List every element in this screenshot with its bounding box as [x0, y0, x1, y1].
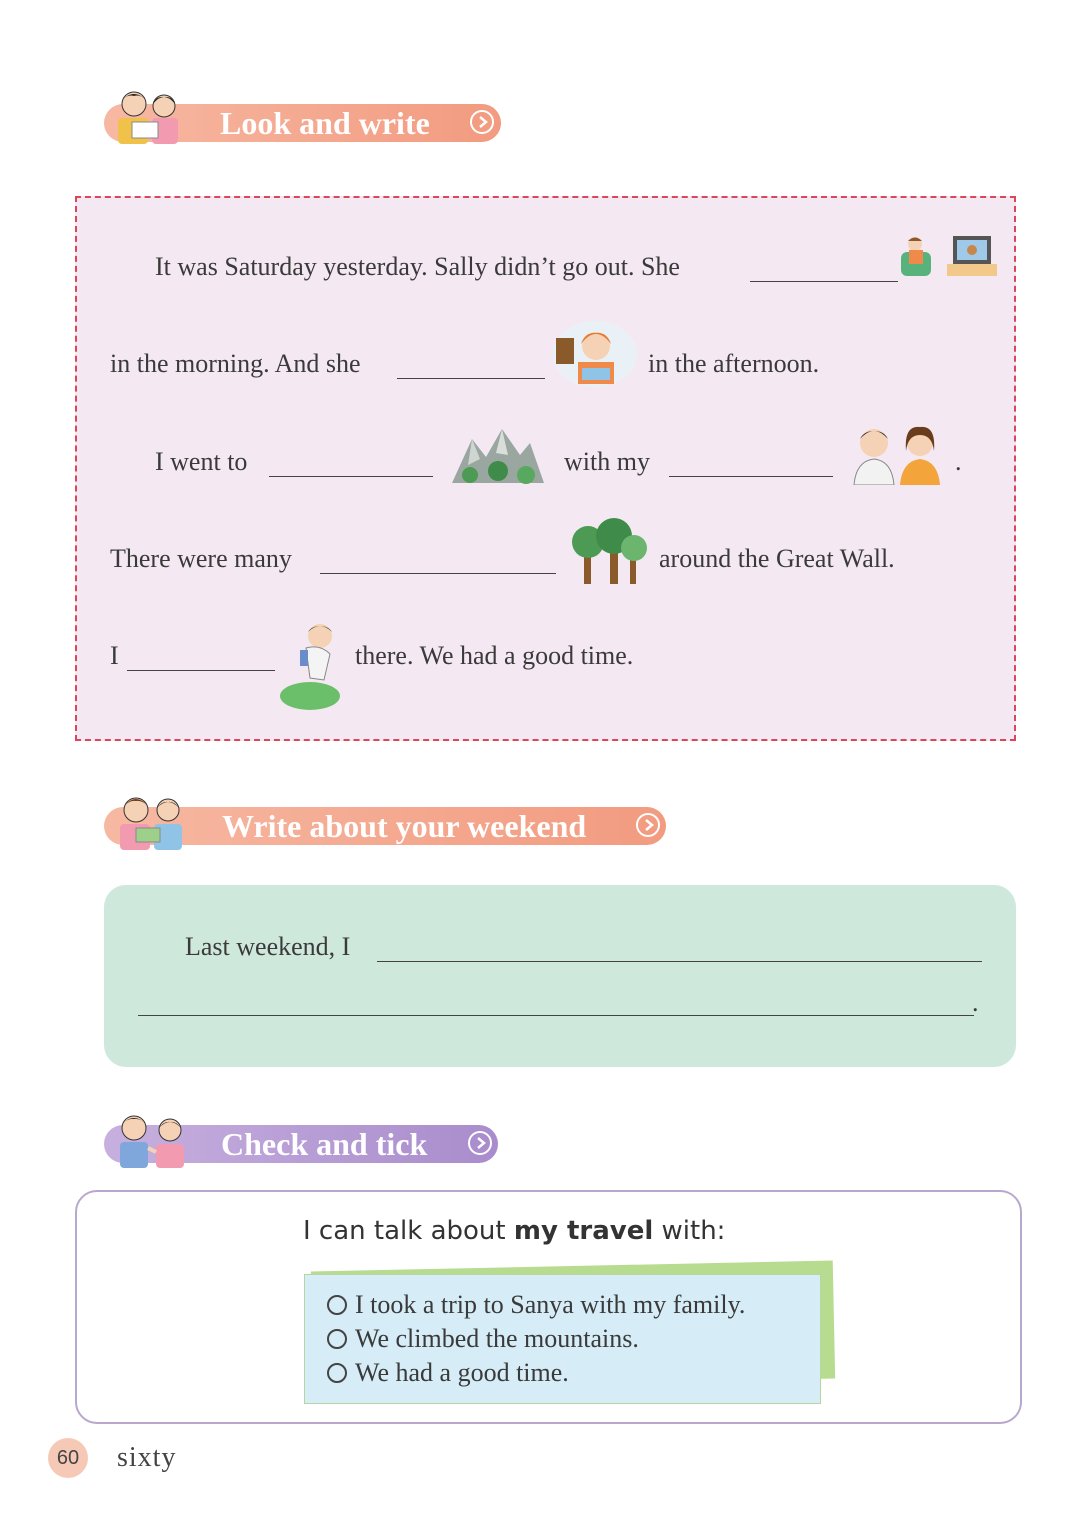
arrow-right-icon	[636, 813, 660, 837]
weekend-prompt: Last weekend, I	[185, 932, 351, 961]
sentence-text: I	[110, 641, 119, 670]
sentence-text: with my	[564, 447, 650, 476]
check-heading-post: with:	[661, 1216, 726, 1246]
tick-circle-icon[interactable]	[327, 1363, 347, 1383]
sentence-text: I went to	[155, 447, 248, 476]
tick-circle-icon[interactable]	[327, 1329, 347, 1349]
mountains-picture	[450, 425, 546, 485]
sentence-text: It was Saturday yesterday. Sally didn’t go out. She	[155, 252, 680, 281]
tick-circle-icon[interactable]	[327, 1295, 347, 1315]
sentence-text: there. We had a good time.	[355, 641, 634, 670]
check-heading	[303, 1216, 725, 1246]
section-title: Write about your weekend	[222, 808, 587, 844]
sentence-text: in the morning. And she	[110, 349, 361, 378]
sentence-text: There were many	[110, 544, 292, 573]
check-option[interactable]	[327, 1290, 745, 1320]
option-label: We climbed the mountains.	[355, 1324, 639, 1353]
arrow-right-icon	[470, 110, 494, 134]
answer-blank[interactable]	[127, 670, 275, 671]
check-option[interactable]	[327, 1324, 639, 1354]
section-title: Check and tick	[221, 1126, 428, 1162]
climbing-picture	[280, 620, 348, 710]
arrow-right-icon	[468, 1131, 492, 1155]
check-heading-bold: my travel	[513, 1216, 654, 1246]
weekend-period: .	[972, 988, 979, 1017]
answer-blank[interactable]	[320, 573, 556, 574]
check-heading-pre: I can talk about	[303, 1216, 506, 1246]
option-label: I took a trip to Sanya with my family.	[355, 1290, 746, 1319]
section-title: Look and write	[220, 105, 430, 141]
kids-reading-icon	[112, 88, 192, 148]
watching-tv-picture	[897, 232, 997, 280]
parents-picture	[848, 423, 948, 485]
check-option[interactable]	[327, 1358, 569, 1388]
answer-blank[interactable]	[750, 281, 898, 282]
sentence-text: around the Great Wall.	[659, 544, 895, 573]
trees-picture	[568, 518, 650, 586]
option-label: We had a good time.	[355, 1358, 569, 1387]
weekend-answer-line[interactable]	[377, 961, 982, 962]
page-word: sixty	[117, 1442, 177, 1473]
sentence-text: .	[955, 447, 962, 476]
answer-blank[interactable]	[397, 378, 545, 379]
kids-reading-icon	[112, 792, 196, 854]
reading-picture	[552, 320, 638, 388]
sentence-text: in the afternoon.	[648, 349, 820, 378]
answer-blank[interactable]	[269, 476, 433, 477]
answer-blank[interactable]	[669, 476, 833, 477]
write-weekend-box	[104, 885, 1016, 1067]
kids-waving-icon	[112, 1112, 196, 1170]
weekend-answer-line[interactable]	[138, 1015, 974, 1016]
page-number: 60	[48, 1438, 88, 1478]
